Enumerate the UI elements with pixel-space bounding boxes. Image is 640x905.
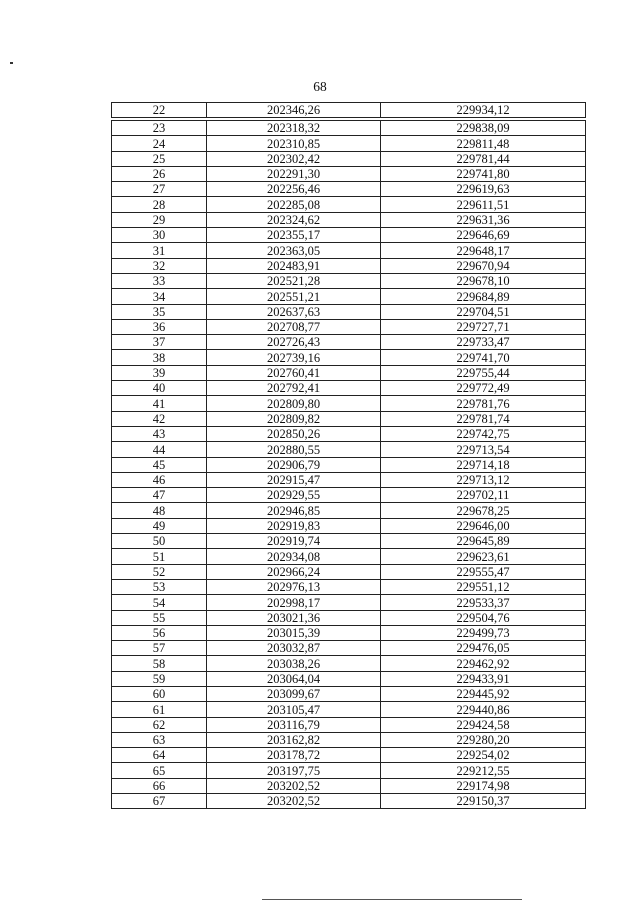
coordinates-table-body — [112, 103, 586, 809]
point-number-cell: 34 — [112, 289, 207, 304]
x-coordinate-cell: 202256,46 — [207, 182, 381, 197]
table-row — [112, 686, 586, 701]
y-coordinate-cell: 229646,69 — [381, 228, 586, 243]
point-number-cell: 60 — [112, 686, 207, 701]
point-number-cell: 40 — [112, 381, 207, 396]
point-number-cell: 57 — [112, 641, 207, 656]
point-number-cell: 26 — [112, 166, 207, 181]
y-coordinate-cell: 229645,89 — [381, 534, 586, 549]
point-number-cell: 45 — [112, 457, 207, 472]
point-number-cell: 66 — [112, 778, 207, 793]
y-coordinate-cell: 229727,71 — [381, 319, 586, 334]
point-number-cell: 29 — [112, 212, 207, 227]
table-row — [112, 289, 586, 304]
point-number-cell: 38 — [112, 350, 207, 365]
y-coordinate-cell: 229499,73 — [381, 625, 586, 640]
point-number-cell: 35 — [112, 304, 207, 319]
table-row — [112, 212, 586, 227]
point-number-cell: 47 — [112, 488, 207, 503]
x-coordinate-cell: 203015,39 — [207, 625, 381, 640]
x-coordinate-cell: 202310,85 — [207, 136, 381, 151]
point-number-cell: 43 — [112, 426, 207, 441]
point-number-cell: 55 — [112, 610, 207, 625]
y-coordinate-cell: 229678,10 — [381, 273, 586, 288]
y-coordinate-cell: 229619,63 — [381, 182, 586, 197]
x-coordinate-cell: 202318,32 — [207, 121, 381, 136]
table-row — [112, 671, 586, 686]
y-coordinate-cell: 229733,47 — [381, 335, 586, 350]
point-number-cell: 65 — [112, 763, 207, 778]
table-row — [112, 503, 586, 518]
point-number-cell: 67 — [112, 794, 207, 809]
y-coordinate-cell: 229838,09 — [381, 121, 586, 136]
table-row — [112, 166, 586, 181]
y-coordinate-cell: 229150,37 — [381, 794, 586, 809]
table-row — [112, 656, 586, 671]
x-coordinate-cell: 202346,26 — [207, 103, 381, 118]
scan-speck — [10, 62, 13, 64]
y-coordinate-cell: 229648,17 — [381, 243, 586, 258]
y-coordinate-cell: 229424,58 — [381, 717, 586, 732]
table-row — [112, 579, 586, 594]
y-coordinate-cell: 229934,12 — [381, 103, 586, 118]
table-row — [112, 411, 586, 426]
table-row — [112, 304, 586, 319]
point-number-cell: 51 — [112, 549, 207, 564]
point-number-cell: 62 — [112, 717, 207, 732]
y-coordinate-cell: 229781,44 — [381, 151, 586, 166]
x-coordinate-cell: 202285,08 — [207, 197, 381, 212]
table-row — [112, 197, 586, 212]
point-number-cell: 53 — [112, 579, 207, 594]
x-coordinate-cell: 202966,24 — [207, 564, 381, 579]
x-coordinate-cell: 203021,36 — [207, 610, 381, 625]
table-row — [112, 228, 586, 243]
y-coordinate-cell: 229611,51 — [381, 197, 586, 212]
x-coordinate-cell: 202302,42 — [207, 151, 381, 166]
point-number-cell: 30 — [112, 228, 207, 243]
table-row — [112, 518, 586, 533]
table-row — [112, 365, 586, 380]
table-row — [112, 778, 586, 793]
table-row — [112, 748, 586, 763]
table-row — [112, 794, 586, 809]
point-number-cell: 33 — [112, 273, 207, 288]
x-coordinate-cell: 202919,83 — [207, 518, 381, 533]
point-number-cell: 31 — [112, 243, 207, 258]
y-coordinate-cell: 229212,55 — [381, 763, 586, 778]
x-coordinate-cell: 202637,63 — [207, 304, 381, 319]
y-coordinate-cell: 229476,05 — [381, 641, 586, 656]
y-coordinate-cell: 229440,86 — [381, 702, 586, 717]
point-number-cell: 59 — [112, 671, 207, 686]
x-coordinate-cell: 202726,43 — [207, 335, 381, 350]
x-coordinate-cell: 203116,79 — [207, 717, 381, 732]
x-coordinate-cell: 203197,75 — [207, 763, 381, 778]
y-coordinate-cell: 229646,00 — [381, 518, 586, 533]
table-row — [112, 151, 586, 166]
coordinates-table — [111, 102, 586, 809]
table-row — [112, 136, 586, 151]
point-number-cell: 56 — [112, 625, 207, 640]
y-coordinate-cell: 229433,91 — [381, 671, 586, 686]
x-coordinate-cell: 202792,41 — [207, 381, 381, 396]
table-row — [112, 182, 586, 197]
y-coordinate-cell: 229462,92 — [381, 656, 586, 671]
table-row — [112, 442, 586, 457]
x-coordinate-cell: 202998,17 — [207, 595, 381, 610]
point-number-cell: 37 — [112, 335, 207, 350]
x-coordinate-cell: 202919,74 — [207, 534, 381, 549]
x-coordinate-cell: 202551,21 — [207, 289, 381, 304]
x-coordinate-cell: 203032,87 — [207, 641, 381, 656]
y-coordinate-cell: 229713,54 — [381, 442, 586, 457]
table-row — [112, 595, 586, 610]
x-coordinate-cell: 202739,16 — [207, 350, 381, 365]
x-coordinate-cell: 202850,26 — [207, 426, 381, 441]
x-coordinate-cell: 202915,47 — [207, 472, 381, 487]
point-number-cell: 25 — [112, 151, 207, 166]
point-number-cell: 46 — [112, 472, 207, 487]
x-coordinate-cell: 202363,05 — [207, 243, 381, 258]
point-number-cell: 50 — [112, 534, 207, 549]
x-coordinate-cell: 202929,55 — [207, 488, 381, 503]
point-number-cell: 39 — [112, 365, 207, 380]
table-row — [112, 702, 586, 717]
table-row — [112, 732, 586, 747]
y-coordinate-cell: 229174,98 — [381, 778, 586, 793]
x-coordinate-cell: 202355,17 — [207, 228, 381, 243]
x-coordinate-cell: 202521,28 — [207, 273, 381, 288]
point-number-cell: 64 — [112, 748, 207, 763]
table-row — [112, 335, 586, 350]
table-row — [112, 610, 586, 625]
y-coordinate-cell: 229713,12 — [381, 472, 586, 487]
x-coordinate-cell: 202906,79 — [207, 457, 381, 472]
x-coordinate-cell: 202483,91 — [207, 258, 381, 273]
x-coordinate-cell: 202946,85 — [207, 503, 381, 518]
point-number-cell: 52 — [112, 564, 207, 579]
x-coordinate-cell: 203178,72 — [207, 748, 381, 763]
table-row — [112, 273, 586, 288]
point-number-cell: 54 — [112, 595, 207, 610]
point-number-cell: 22 — [112, 103, 207, 118]
x-coordinate-cell: 203202,52 — [207, 794, 381, 809]
x-coordinate-cell: 202809,80 — [207, 396, 381, 411]
table-row — [112, 488, 586, 503]
y-coordinate-cell: 229714,18 — [381, 457, 586, 472]
x-coordinate-cell: 202760,41 — [207, 365, 381, 380]
table-row — [112, 350, 586, 365]
y-coordinate-cell: 229755,44 — [381, 365, 586, 380]
x-coordinate-cell: 202976,13 — [207, 579, 381, 594]
x-coordinate-cell: 203202,52 — [207, 778, 381, 793]
point-number-cell: 24 — [112, 136, 207, 151]
table-row — [112, 564, 586, 579]
table-row — [112, 103, 586, 118]
table-row — [112, 121, 586, 136]
table-row — [112, 549, 586, 564]
y-coordinate-cell: 229772,49 — [381, 381, 586, 396]
table-row — [112, 641, 586, 656]
table-row — [112, 426, 586, 441]
y-coordinate-cell: 229551,12 — [381, 579, 586, 594]
page-number: 68 — [313, 79, 327, 94]
y-coordinate-cell: 229678,25 — [381, 503, 586, 518]
table-row — [112, 763, 586, 778]
table-row — [112, 396, 586, 411]
y-coordinate-cell: 229280,20 — [381, 732, 586, 747]
y-coordinate-cell: 229445,92 — [381, 686, 586, 701]
point-number-cell: 48 — [112, 503, 207, 518]
table-row — [112, 534, 586, 549]
point-number-cell: 63 — [112, 732, 207, 747]
y-coordinate-cell: 229504,76 — [381, 610, 586, 625]
y-coordinate-cell: 229741,80 — [381, 166, 586, 181]
point-number-cell: 49 — [112, 518, 207, 533]
table-row — [112, 625, 586, 640]
x-coordinate-cell: 202934,08 — [207, 549, 381, 564]
y-coordinate-cell: 229670,94 — [381, 258, 586, 273]
table-row — [112, 457, 586, 472]
point-number-cell: 61 — [112, 702, 207, 717]
y-coordinate-cell: 229254,02 — [381, 748, 586, 763]
table-row — [112, 472, 586, 487]
x-coordinate-cell: 202809,82 — [207, 411, 381, 426]
table-row — [112, 381, 586, 396]
y-coordinate-cell: 229533,37 — [381, 595, 586, 610]
y-coordinate-cell: 229811,48 — [381, 136, 586, 151]
x-coordinate-cell: 202708,77 — [207, 319, 381, 334]
point-number-cell: 36 — [112, 319, 207, 334]
point-number-cell: 32 — [112, 258, 207, 273]
footer-rule — [262, 899, 522, 900]
point-number-cell: 42 — [112, 411, 207, 426]
table-row — [112, 258, 586, 273]
x-coordinate-cell: 203105,47 — [207, 702, 381, 717]
y-coordinate-cell: 229741,70 — [381, 350, 586, 365]
y-coordinate-cell: 229631,36 — [381, 212, 586, 227]
y-coordinate-cell: 229555,47 — [381, 564, 586, 579]
point-number-cell: 44 — [112, 442, 207, 457]
y-coordinate-cell: 229742,75 — [381, 426, 586, 441]
point-number-cell: 58 — [112, 656, 207, 671]
x-coordinate-cell: 203038,26 — [207, 656, 381, 671]
table-row — [112, 319, 586, 334]
x-coordinate-cell: 202324,62 — [207, 212, 381, 227]
y-coordinate-cell: 229623,61 — [381, 549, 586, 564]
table-row — [112, 717, 586, 732]
x-coordinate-cell: 202880,55 — [207, 442, 381, 457]
y-coordinate-cell: 229702,11 — [381, 488, 586, 503]
x-coordinate-cell: 203099,67 — [207, 686, 381, 701]
y-coordinate-cell: 229781,74 — [381, 411, 586, 426]
x-coordinate-cell: 203162,82 — [207, 732, 381, 747]
y-coordinate-cell: 229704,51 — [381, 304, 586, 319]
point-number-cell: 28 — [112, 197, 207, 212]
table-row — [112, 243, 586, 258]
point-number-cell: 41 — [112, 396, 207, 411]
y-coordinate-cell: 229781,76 — [381, 396, 586, 411]
point-number-cell: 27 — [112, 182, 207, 197]
x-coordinate-cell: 203064,04 — [207, 671, 381, 686]
x-coordinate-cell: 202291,30 — [207, 166, 381, 181]
y-coordinate-cell: 229684,89 — [381, 289, 586, 304]
point-number-cell: 23 — [112, 121, 207, 136]
